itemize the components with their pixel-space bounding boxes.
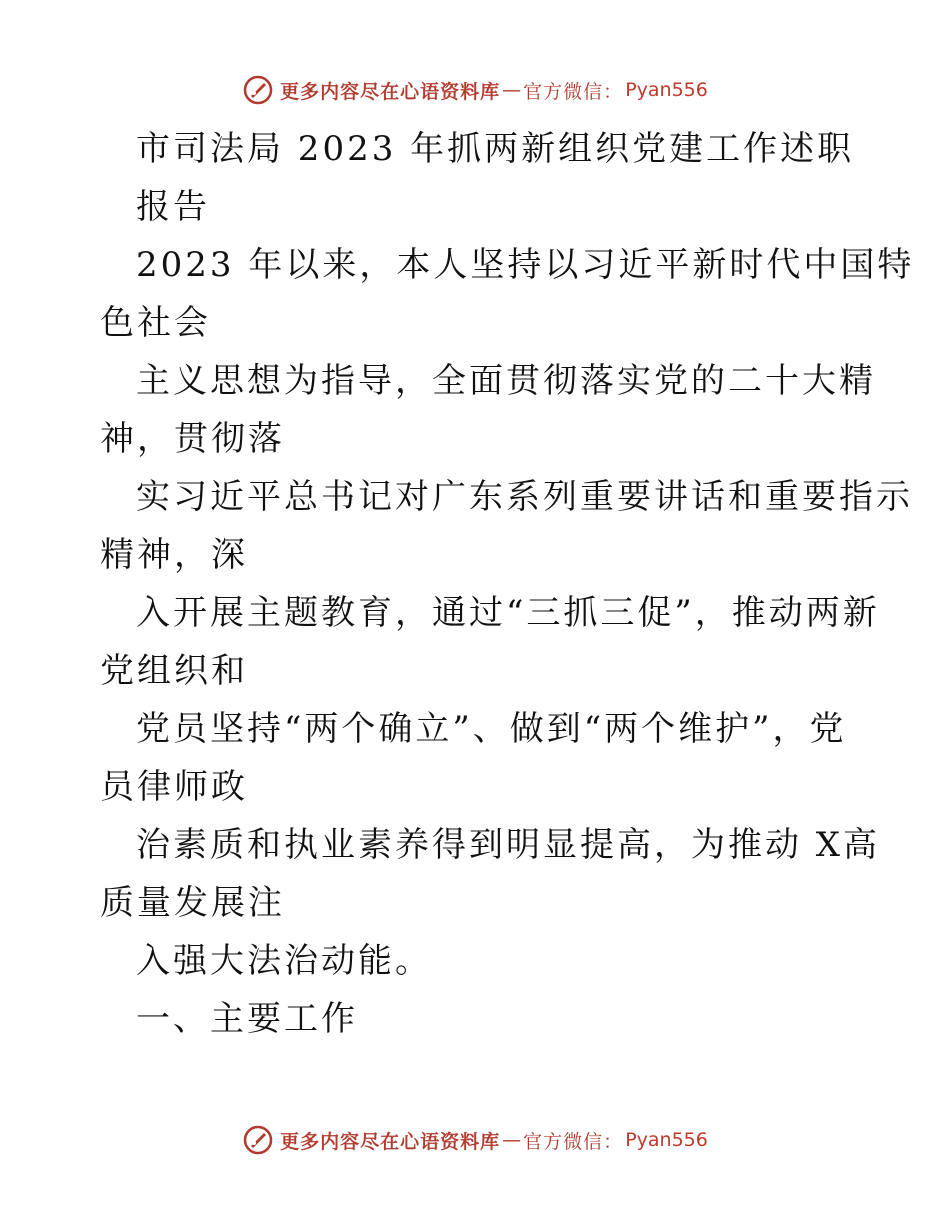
watermark-dash: — — [502, 1129, 522, 1151]
watermark-wechat-id: Pyan556 — [625, 1129, 708, 1151]
text-line: 党组织和 — [100, 651, 248, 691]
text-line: 精神，深 — [100, 535, 248, 575]
footer-watermark — [0, 1120, 950, 1160]
watermark-brand: 更多内容尽在心语资料库 — [280, 1130, 501, 1153]
watermark-dash: — — [502, 79, 522, 101]
text-line: 员律师政 — [100, 767, 248, 807]
text-line: 色社会 — [100, 303, 211, 343]
watermark-brand: 更多内容尽在心语资料库 — [280, 80, 501, 103]
text-line: 入开展主题教育，通过“三抓三促”，推动两新 — [136, 593, 880, 633]
text-line: 报告 — [136, 187, 210, 227]
section-heading: 一、主要工作 — [136, 999, 358, 1039]
text-line: 2023 年以来，本人坚持以习近平新时代中国特 — [136, 245, 915, 285]
watermark-wechat-id: Pyan556 — [625, 79, 708, 101]
quill-seal-icon — [242, 74, 274, 106]
text-line: 实习近平总书记对广东系列重要讲话和重要指示 — [136, 477, 913, 517]
document-body — [100, 120, 915, 1048]
text-line: 神，贯彻落 — [100, 419, 285, 459]
text-line: 质量发展注 — [100, 883, 285, 923]
watermark-label: 官方微信： — [523, 80, 624, 103]
quill-seal-icon — [242, 1124, 274, 1156]
text-line: 党员坚持“两个确立”、做到“两个维护”，党 — [136, 709, 847, 749]
text-line: 治素质和执业素养得到明显提高，为推动 X高 — [136, 825, 881, 865]
text-line: 入强大法治动能。 — [136, 941, 432, 981]
header-watermark — [0, 70, 950, 110]
watermark-label: 官方微信： — [523, 1130, 624, 1153]
text-line: 主义思想为指导，全面贯彻落实党的二十大精 — [136, 361, 876, 401]
text-line: 市司法局 2023 年抓两新组织党建工作述职 — [136, 129, 855, 169]
